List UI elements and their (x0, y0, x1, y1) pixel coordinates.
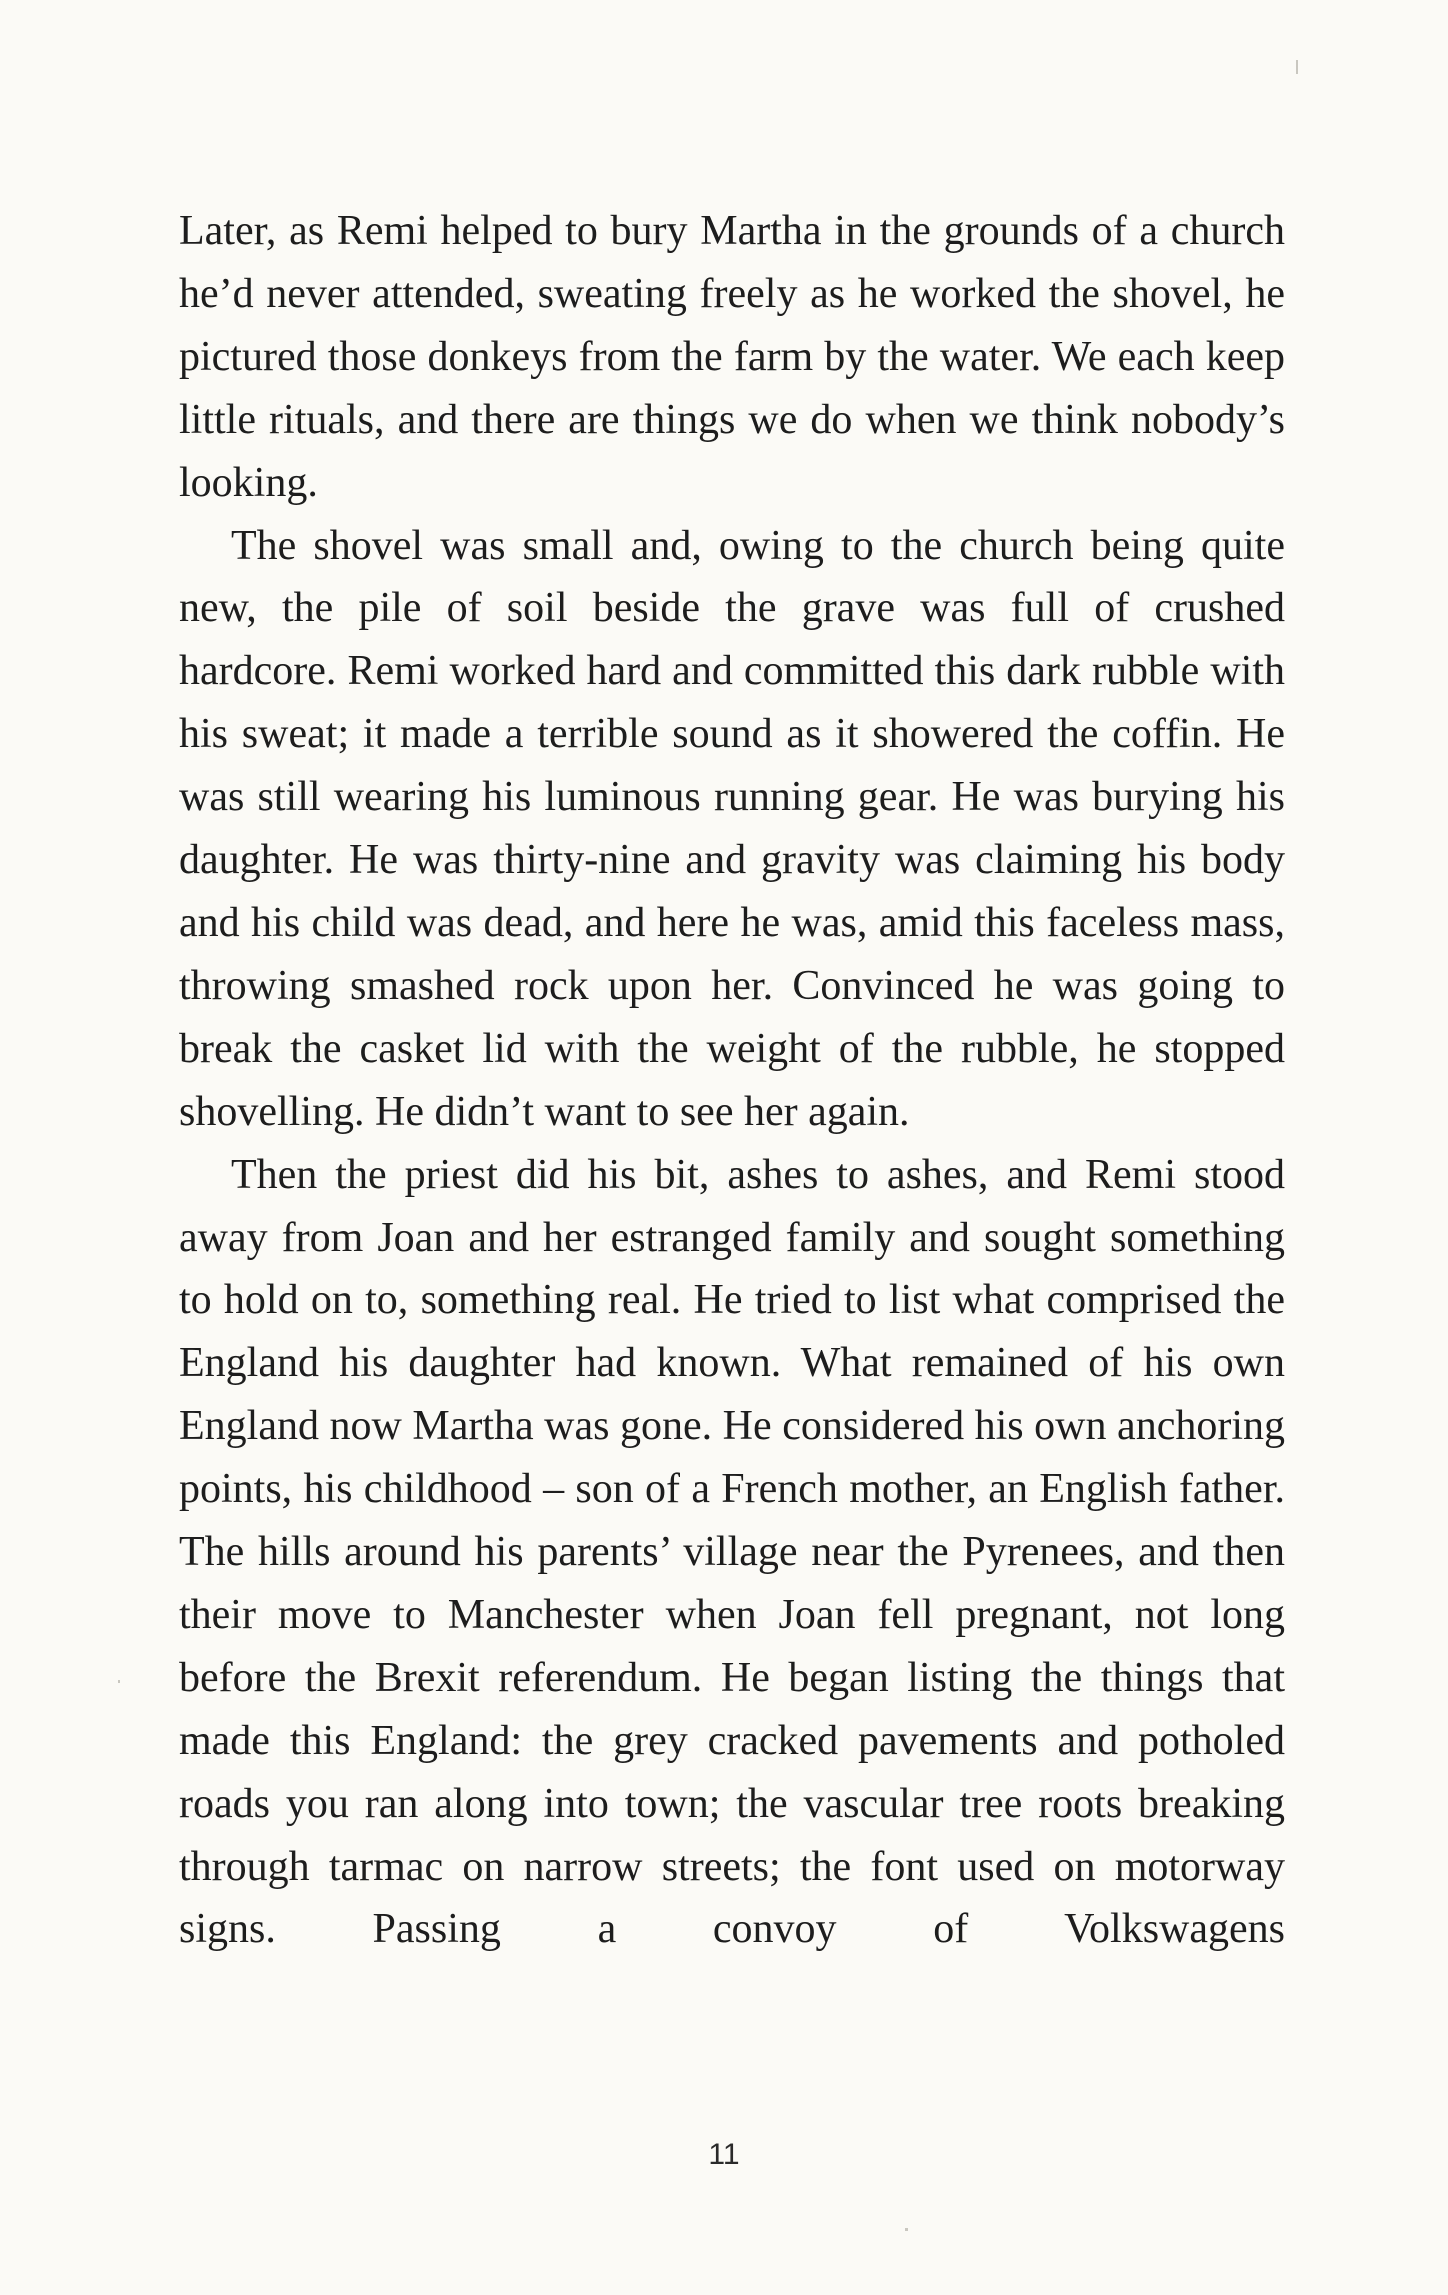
paper-speck (1296, 60, 1298, 74)
paper-speck (118, 1680, 120, 1683)
paragraph-2: The shovel was small and, owing to the church being quite new, the pile of soil beside the grave was full of crushed hardcore. Remi worked hard and committed this dark rubble with his sweat; it made a terrible sound as it showered the coffin. He was still wearing his luminous running gear. He was burying his daughter. He was thirty-nine and gravity was claiming his body and his child was dead, and here he was, amid this faceless mass, throwing smashed rock upon her. Convinced he was going to break the casket lid with the weight of the rubble, he stopped shovelling. He didn’t want to see her again. (179, 522, 1285, 1135)
paper-speck (905, 2228, 908, 2231)
body-text (179, 200, 1285, 1961)
paragraph-1: Later, as Remi helped to bury Martha in the grounds of a church he’d never attended, sweating freely as he worked the shovel, he pictured those donkeys from the farm by the water. We each keep little rituals, and there are things we do when we think nobody’s looking. (179, 208, 1285, 506)
paragraph-3: Then the priest did his bit, ashes to ashes, and Remi stood away from Joan and her estranged family and sought something to hold on to, something real. He tried to list what comprised the England his daughter had known. What remained of his own England now Martha was gone. He considered his own anchoring points, his childhood – son of a French mother, an English father. The hills around his parents’ village near the Pyrenees, and then their move to Manchester when Joan fell pregnant, not long before the Brexit referendum. He began listing the things that made this England: the grey cracked pavements and potholed roads you ran along into town; the vascular tree roots breaking through tarmac on narrow streets; the font used on motorway signs. Passing a convoy of Volkswagens (179, 1151, 1285, 1953)
page-number: 11 (708, 2138, 740, 2171)
